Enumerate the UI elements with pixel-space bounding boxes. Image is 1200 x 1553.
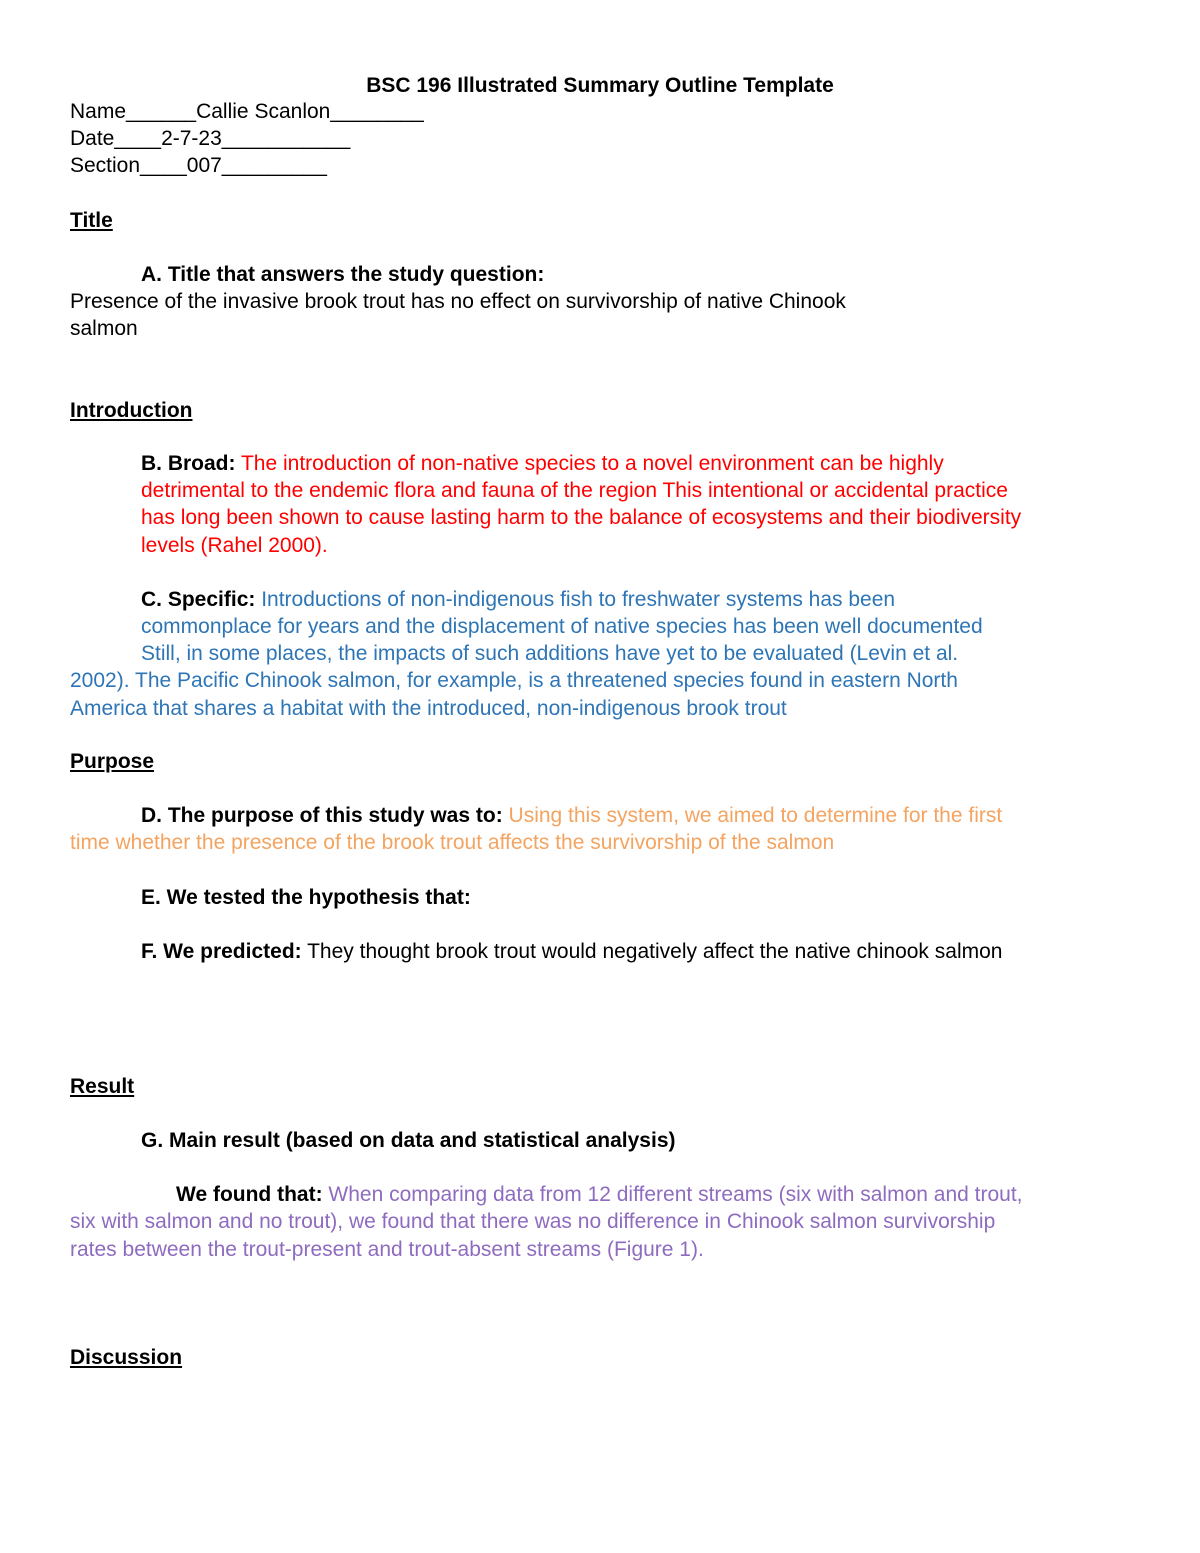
label-a: A. Title that answers the study question: [141, 263, 545, 286]
found-line-3: rates between the trout-present and trout-absent streams (Figure 1). [70, 1238, 704, 1261]
specific-line-3: Still, in some places, the impacts of such additions have yet to be evaluated (Levin et al. [141, 642, 959, 665]
label-e: E. We tested the hypothesis that: [141, 886, 471, 909]
purpose-text-1: Using this system, we aimed to determine for the first [502, 804, 1003, 827]
label-b: B. Broad: [141, 452, 236, 475]
document-title: BSC 196 Illustrated Summary Outline Template [366, 74, 834, 97]
label-f: F. We predicted: [141, 940, 302, 963]
title-text-line-1: Presence of the invasive brook trout has no effect on survivorship of native Chinook [70, 290, 846, 313]
title-heading: Title [70, 209, 113, 232]
discussion-heading: Discussion [70, 1346, 183, 1369]
broad-line-4: levels (Rahel 2000). [141, 534, 328, 557]
purpose-line-1 [141, 802, 1002, 829]
specific-line-4: 2002). The Pacific Chinook salmon, for example, is a threatened species found in eastern North [70, 669, 958, 692]
result-heading: Result [70, 1075, 135, 1098]
purpose-line-2: time whether the presence of the brook trout affects the survivorship of the salmon [70, 831, 835, 854]
predicted-text: They thought brook trout would negatively affect the native chinook salmon [301, 940, 1003, 963]
introduction-heading: Introduction [70, 399, 193, 422]
found-text-1: When comparing data from 12 different streams (six with salmon and trout, [322, 1183, 1023, 1206]
found-line-1 [176, 1181, 1023, 1208]
broad-line-1 [141, 450, 944, 477]
label-found: We found that: [176, 1183, 323, 1206]
found-line-2: six with salmon and no trout), we found that there was no difference in Chinook salmon survivorship [70, 1210, 996, 1233]
specific-line-1 [141, 586, 895, 613]
broad-line-3: has long been shown to cause lasting harm to the balance of ecosystems and their biodiversity [141, 506, 1022, 529]
specific-text-1: Introductions of non-indigenous fish to freshwater systems has been [255, 588, 896, 611]
purpose-heading: Purpose [70, 750, 155, 773]
name-line: Name______Callie Scanlon________ [70, 100, 424, 123]
date-line: Date____2-7-23___________ [70, 127, 351, 150]
label-d: D. The purpose of this study was to: [141, 804, 503, 827]
broad-text-1: The introduction of non-native species to a novel environment can be highly [235, 452, 944, 475]
label-c: C. Specific: [141, 588, 256, 611]
section-line: Section____007_________ [70, 154, 327, 177]
specific-line-2: commonplace for years and the displacement of native species has been well documented [141, 615, 983, 638]
label-g: G. Main result (based on data and statistical analysis) [141, 1129, 676, 1152]
specific-line-5: America that shares a habitat with the introduced, non-indigenous brook trout [70, 697, 787, 720]
predicted-line [141, 938, 1002, 965]
title-text-line-2: salmon [70, 317, 138, 340]
broad-line-2: detrimental to the endemic flora and fauna of the region This intentional or accidental practice [141, 479, 1008, 502]
